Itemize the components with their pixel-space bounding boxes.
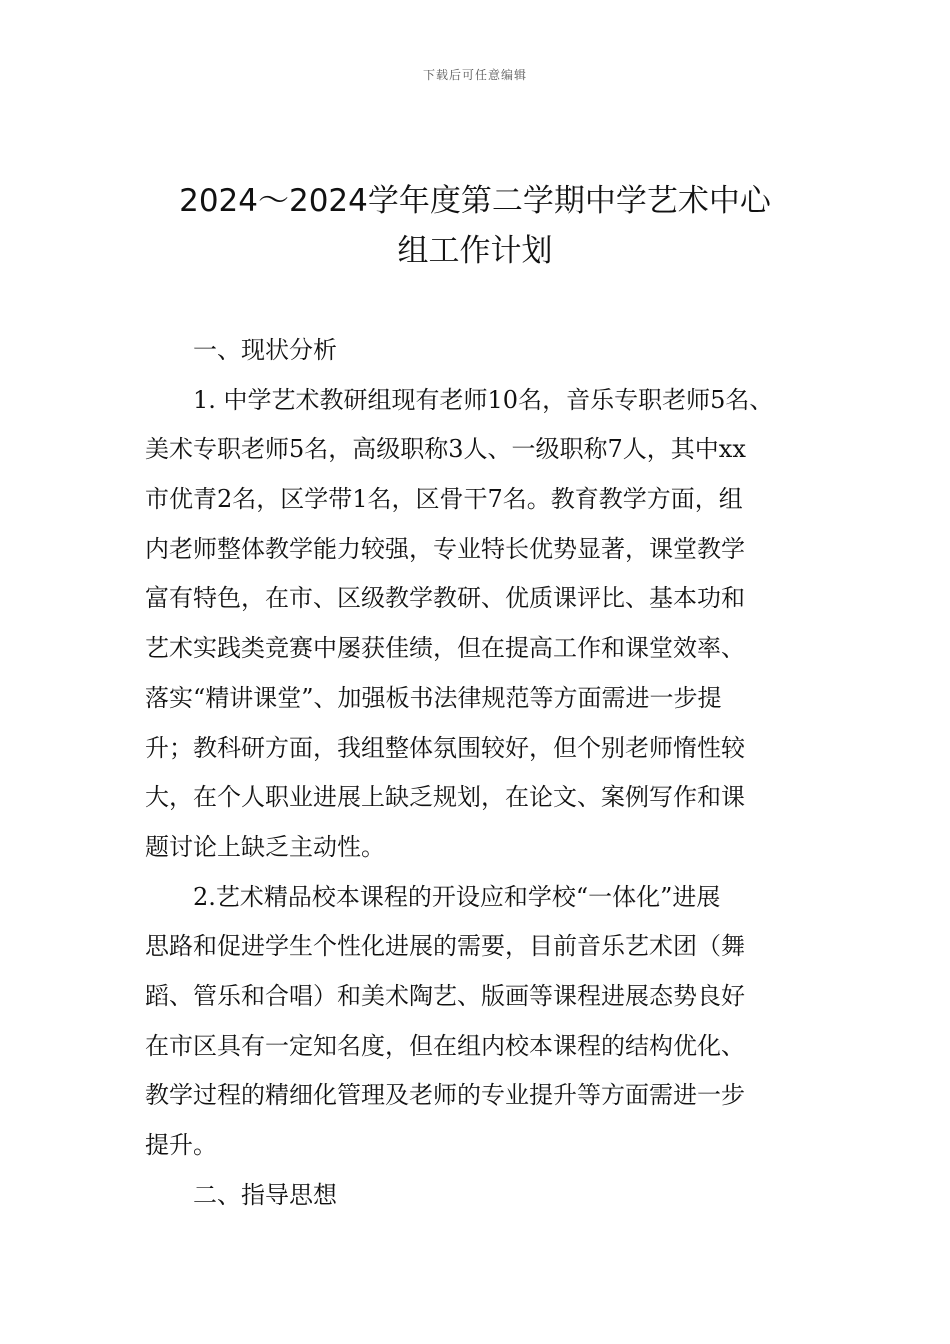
paragraph-2-line: 思路和促进学生个性化进展的需要，目前音乐艺术团（舞: [145, 932, 745, 961]
section-heading-guiding-thought: 二、指导思想: [193, 1180, 337, 1209]
paragraph-1-line: 落实“精讲课堂”、加强板书法律规范等方面需进一步提: [145, 683, 722, 712]
title-line-2: 组工作计划: [397, 233, 553, 269]
paragraph-2-line: 2.艺术精品校本课程的开设应和学校“一体化”进展: [193, 882, 721, 911]
paragraph-1-line: 市优青2名，区学带1名，区骨干7名。教育教学方面，组: [145, 485, 743, 514]
paragraph-1-line: 美术专职老师5名，高级职称3人、一级职称7人，其中xx: [145, 435, 746, 464]
document-body: [145, 326, 835, 1220]
section-heading-status-analysis: 一、现状分析: [193, 336, 337, 364]
paragraph-1-line: 1. 中学艺术教研组现有老师10名，音乐专职老师5名、: [193, 385, 774, 414]
paragraph-1-line: 题讨论上缺乏主动性。: [145, 832, 385, 861]
paragraph-2-line: 蹈、管乐和合唱）和美术陶艺、版画等课程进展态势良好: [145, 981, 745, 1010]
title-line-1: 2024～2024学年度第二学期中学艺术中心: [179, 183, 771, 219]
paragraph-1-line: 内老师整体教学能力较强，专业特长优势显著，课堂教学: [145, 534, 745, 563]
document-title: [120, 176, 830, 276]
paragraph-2-line: 提升。: [145, 1131, 217, 1159]
header-note: 下载后可任意编辑: [422, 68, 527, 82]
paragraph-2-line: 教学过程的精细化管理及老师的专业提升等方面需进一步: [145, 1081, 745, 1110]
paragraph-2-line: 在市区具有一定知名度，但在组内校本课程的结构优化、: [145, 1031, 745, 1060]
paragraph-1-line: 大，在个人职业进展上缺乏规划，在论文、案例写作和课: [145, 783, 745, 812]
paragraph-1-line: 富有特色，在市、区级教学教研、优质课评比、基本功和: [145, 584, 745, 613]
paragraph-1-line: 艺术实践类竞赛中屡获佳绩，但在提高工作和课堂效率、: [145, 634, 745, 663]
paragraph-1-line: 升；教科研方面，我组整体氛围较好，但个别老师惰性较: [145, 733, 745, 762]
